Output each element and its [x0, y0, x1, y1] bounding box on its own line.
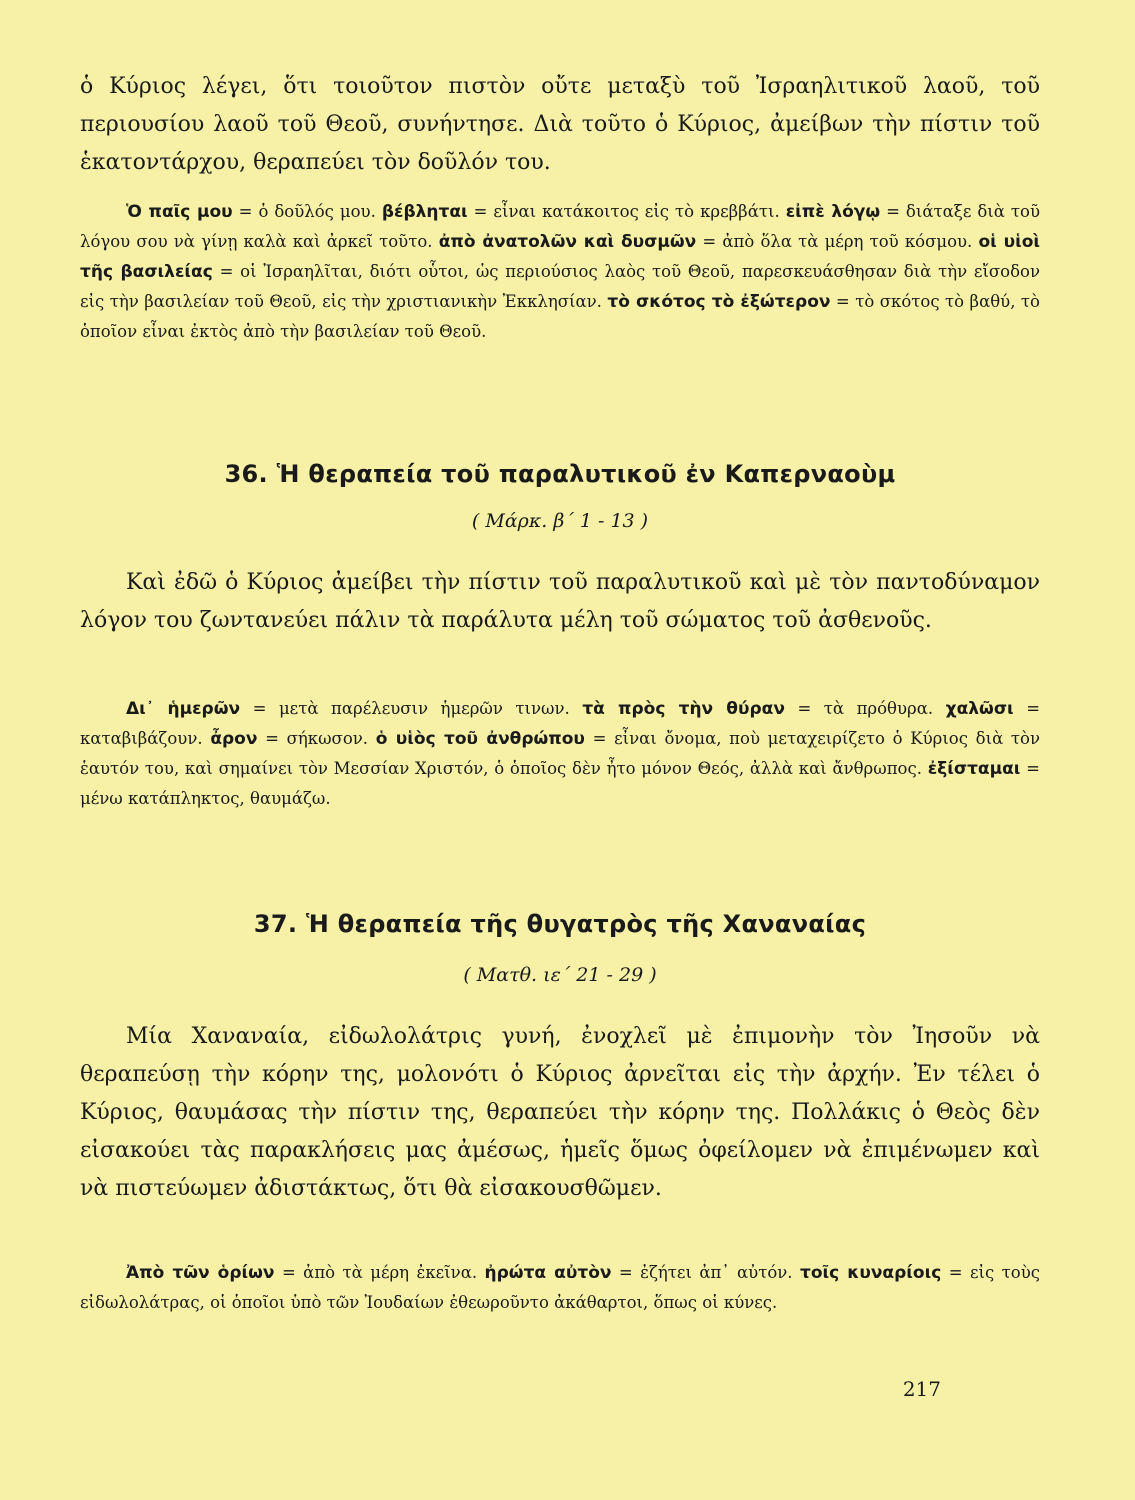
note-def: = μένω κατάπληκτος, θαυμάζω.	[80, 759, 1040, 808]
section-37-paragraph: Μία Χαναναία, εἰδωλολάτρις γυνή, ἐνοχλεῖ μὲ ἐπιμονὴν τὸν Ἰησοῦν νὰ θεραπεύσῃ τὴν κόρην της, μολονότι ὁ Κύριος ἀρνεῖται εἰς τὴν ἀρχήν. Ἐν τέλει ὁ Κύριος, θαυμάσας τὴν πίστιν της, θεραπεύει τὴν κόρην της. Πολλάκις ὁ Θεὸς δὲν εἰσακούει τὰς παρακλήσεις μας ἀμέσως, ἡμεῖς ὅμως ὀφείλομεν νὰ ἐπιμένωμεν καὶ νὰ πιστεύωμεν ἀδιστάκτως, ὅτι θὰ εἰσακουσθῶμεν.	[80, 1024, 1040, 1201]
note-term: εἰπὲ λόγῳ	[785, 202, 881, 222]
section-36-reference: ( Μάρκ. β΄ 1 - 13 )	[471, 510, 649, 532]
note-term: Δι᾿ ἡμερῶν	[126, 699, 241, 719]
notes-block-37	[80, 1258, 1040, 1318]
section-37-title: 37. Ἡ θεραπεία τῆς θυγατρὸς τῆς Χαναναίας	[253, 910, 867, 938]
note-term: ἐξίσταμαι	[927, 759, 1021, 779]
note-def: = οἱ Ἰσραηλῖται, διότι οὗτοι, ὡς περιούσιος λαὸς τοῦ Θεοῦ, παρεσκευάσθησαν διὰ τὴν εἴσοδον εἰς τὴν βασιλείαν τοῦ Θεοῦ, εἰς τὴν χριστιανικὴν Ἐκκλησίαν.	[80, 262, 1041, 311]
section-37-reference: ( Ματθ. ιε΄ 21 - 29 )	[463, 964, 657, 986]
note-term: οἱ υἱοὶ τῆς βασιλείας	[80, 232, 1041, 282]
note-term: ἆρον	[210, 729, 258, 749]
section-36-paragraph: Καὶ ἐδῶ ὁ Κύριος ἀμείβει τὴν πίστιν τοῦ παραλυτικοῦ καὶ μὲ τὸν παντοδύναμον λόγον του ζωντανεύει πάλιν τὰ παράλυτα μέλη τοῦ σώματος τοῦ ἀσθενοῦς.	[80, 570, 1040, 633]
note-term: τοῖς κυναρίοις	[799, 1263, 942, 1283]
notes-block-35	[80, 197, 1040, 347]
note-term: βέβληται	[381, 202, 468, 222]
intro-paragraph: ὁ Κύριος λέγει, ὅτι τοιοῦτον πιστὸν οὔτε μεταξὺ τοῦ Ἰσραηλιτικοῦ λαοῦ, τοῦ περιουσίου λαοῦ τοῦ Θεοῦ, συνήντησε. Διὰ τοῦτο ὁ Κύριος, ἀμείβων τὴν πίστιν τοῦ ἑκατοντάρχου, θεραπεύει τὸν δοῦλόν του.	[80, 74, 1040, 175]
note-term: Ἀπὸ τῶν ὁρίων	[126, 1263, 275, 1283]
note-def: = εἶναι ὄνομα, ποὺ μεταχειρίζετο ὁ Κύριος διὰ τὸν ἑαυτόν του, καὶ σημαίνει τὸν Μεσσίαν Χριστόν, ὁ ὁποῖος δὲν ἦτο μόνον Θεός, ἀλλὰ καὶ ἄνθρωπος.	[80, 729, 1041, 778]
page-number: 217	[902, 1377, 941, 1401]
note-def: = ἀπὸ τὰ μέρη ἐκεῖνα.	[281, 1263, 478, 1282]
note-term: ἀπὸ ἀνατολῶν καὶ δυσμῶν	[438, 232, 697, 252]
note-def: = διάταξε διὰ τοῦ λόγου σου νὰ γίνῃ καλὰ καὶ ἀρκεῖ τοῦτο.	[80, 202, 1040, 251]
note-def: = εἰς τοὺς εἰδωλολάτρας, οἱ ὁποῖοι ὑπὸ τῶν Ἰουδαίων ἐθεωροῦντο ἀκάθαρτοι, ὅπως οἱ κύνες.	[80, 1263, 1040, 1312]
note-term: χαλῶσι	[945, 699, 1014, 719]
note-term: ὁ υἱὸς τοῦ ἀνθρώπου	[375, 729, 585, 749]
note-term: τὸ σκότος τὸ ἐξώτερον	[607, 292, 831, 312]
note-term: τὰ πρὸς τὴν θύραν	[582, 699, 785, 719]
section-36-title: 36. Ἡ θεραπεία τοῦ παραλυτικοῦ ἐν Καπερναοὺμ	[224, 460, 896, 488]
note-def: = τὸ σκότος τὸ βαθύ, τὸ ὁποῖον εἶναι ἐκτὸς ἀπὸ τὴν βασιλείαν τοῦ Θεοῦ.	[80, 292, 1040, 341]
note-def: = ὁ δοῦλός μου.	[238, 202, 376, 221]
note-def: = σήκωσον.	[265, 729, 369, 748]
note-term: ἠρώτα αὐτὸν	[484, 1263, 612, 1283]
note-def: = ἐζήτει ἀπ᾿ αὐτόν.	[618, 1263, 793, 1282]
note-def: = καταβιβάζουν.	[80, 699, 1041, 748]
note-term: Ὁ παῖς μου	[126, 202, 233, 222]
note-def: = ἀπὸ ὅλα τὰ μέρη τοῦ κόσμου.	[702, 232, 973, 251]
note-def: = εἶναι κατάκοιτος εἰς τὸ κρεββάτι.	[473, 202, 780, 221]
note-def: = τὰ πρόθυρα.	[797, 699, 934, 718]
notes-block-36	[80, 694, 1040, 814]
note-def: = μετὰ παρέλευσιν ἡμερῶν τινων.	[252, 699, 570, 718]
